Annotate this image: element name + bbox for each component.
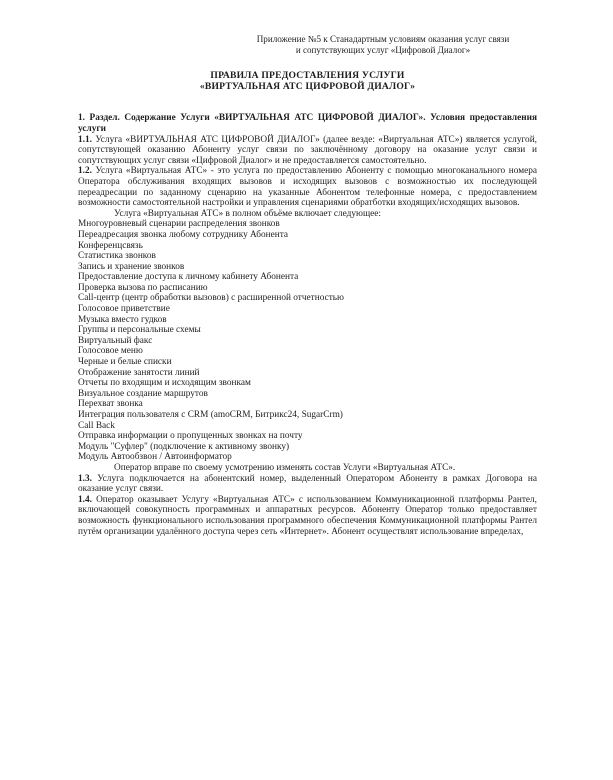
feature-item: Интеграция пользователя с CRM (amoCRM, Битрикс24, SugarCrm) [78,410,343,420]
feature-item: Голосовое меню [78,346,143,357]
title-line-1: ПРАВИЛА ПРЕДОСТАВЛЕНИЯ УСЛУГИ [210,70,405,82]
feature-item: Предоставление доступа к личному кабинету Абонента [78,272,299,283]
feature-list-intro: Услуга «Виртуальная АТС» в полном объёме включает следующее: [114,208,381,219]
header-line-1: Приложение №5 к Станадартным условиям оказания услуг связи [256,34,510,44]
paragraph-1-4 [78,495,537,537]
feature-item: Визуальное создание маршрутов [78,388,208,399]
paragraph-1-3 [78,474,537,495]
feature-item: Отображение занятости линий [78,367,200,378]
paragraph-1-1 [78,135,537,167]
feature-item: Переадресация звонка любому сотруднику Абонента [78,229,289,240]
feature-item: Проверка вызова по расписанию [78,282,208,293]
feature-item: Виртуальный факс [78,335,153,346]
feature-item: Статистика звонков [78,251,156,262]
feature-item: Отправка информации о пропущенных звонках на почту [78,431,303,442]
feature-item: Черные и белые списки [78,357,172,368]
feature-item: Группы и персональные схемы [78,325,201,336]
feature-item: Запись и хранение звонков [78,261,185,272]
feature-item: Перехват звонка [78,399,143,410]
feature-item: Конференцсвязь [78,240,143,251]
paragraph-1-2 [78,166,537,208]
feature-item: Call-центр (центр обработки вызовов) с расширенной отчетностью [78,293,344,304]
feature-item: Отчеты по входящим и исходящим звонкам [78,378,251,389]
paragraph-1-4-text: Оператор оказывает Услугу «Виртуальная АТС» с использованием Коммуникационной платформы Рантел, включающей совокупность программных и аппаратных ресурсов. Абоненту Оператор только предоставляет возможность функционального использования программного обеспечения Коммуникационной платформы Рантел путём организации удалённого доступа через сеть «Интернет». Абонент осуществлят использование впределах, [78,494,538,537]
feature-item: Голосовое приветствие [78,304,170,315]
feature-item: Музыка вместо гудков [78,314,167,325]
paragraph-1-1-text: Услуга «ВИРТУАЛЬНАЯ АТС ЦИФРОВОЙ ДИАЛОГ» (далее везде: «Виртуальная АТС») является услугой, сопутствующей оказанию Абоненту услуг связи по заключённому договору на оказание услуг связи и сопутствующих услуг связи «Цифровой Диалог» и не предоставляется самостоятельно. [78,134,537,166]
feature-item: Многоуровневый сценарии распределения звонков [78,219,280,230]
operator-note: Оператор вправе по своему усмотрению изменять состав Услуги «Виртуальная АТС». [114,462,456,473]
feature-item: Модуль "Суфлер" (подключение к активному звонку) [78,441,290,452]
document-title [78,71,537,92]
document-header [229,34,537,55]
document-content [78,34,537,537]
paragraph-1-2-number: 1.2. [78,166,92,177]
feature-item: Модуль Автообзвон / Автоинформатор [78,452,232,463]
feature-list [78,219,537,463]
header-line-2: и сопутствующих услуг «Цифровой Диалог» [295,44,471,55]
paragraph-1-3-number: 1.3. [78,473,92,484]
title-line-2: «ВИРТУАЛЬНАЯ АТС ЦИФРОВОЙ ДИАЛОГ» [199,80,416,92]
paragraph-1-3-text: Услуга подключается на абонентский номер, выделенный Оператором Абоненту в рамках Договора на оказание услуг связи. [78,473,537,495]
feature-item: Call Back [78,420,115,431]
paragraph-1-1-number: 1.1. [78,134,92,145]
paragraph-1-2-text: Услуга «Виртуальная АТС» - это услуга по предоставлению Абоненту с помощью многоканального номера Оператора обслуживания входящих вызовов и исходящих вызовов с возможностью их последующей переадресации по заданному сценарию на указанные Абонентом телефонные номера, с предоставлением возможности самостоятельной настройки и управления сценариями обратботки входящих/исходящих вызовов. [78,166,537,209]
section-1-heading: 1. Раздел. Содержание Услуги «ВИРТУАЛЬНАЯ АТС ЦИФРОВОЙ ДИАЛОГ». Условия предоставления услуги [78,113,537,134]
paragraph-1-4-number: 1.4. [78,494,92,505]
